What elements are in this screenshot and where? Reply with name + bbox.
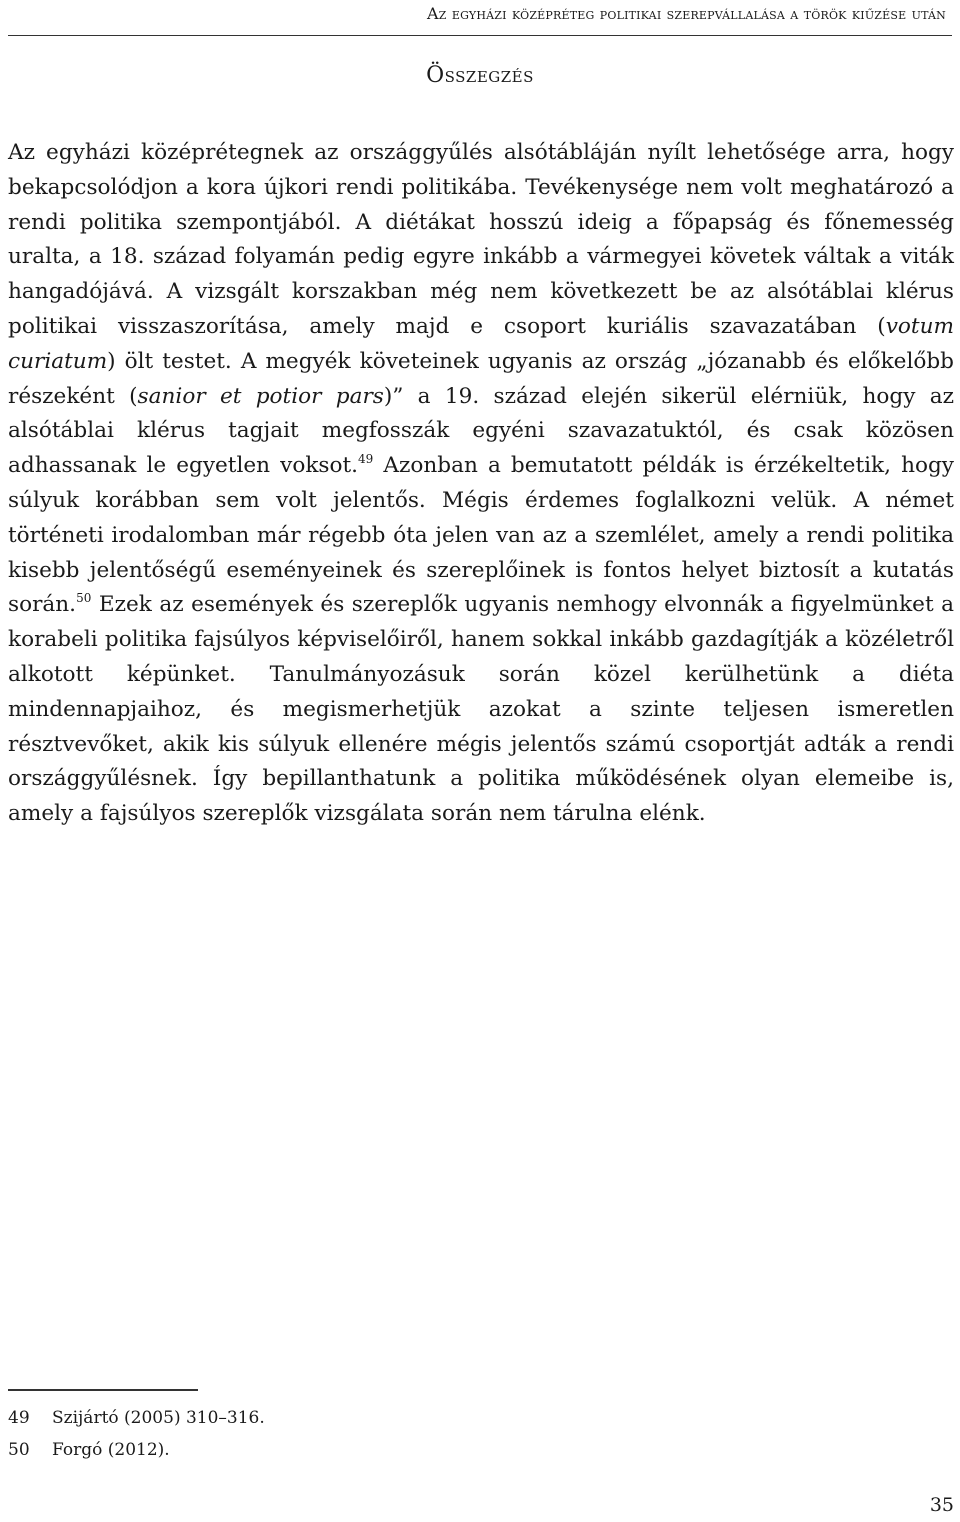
latin-term: votum curiatum (8, 313, 954, 374)
footnote-reference[interactable]: 50 (76, 591, 92, 606)
body-text-segment: ) ölt testet. A megyék követeinek ugyanis az ország „józanabb és előkelőbb részeként ( (8, 348, 954, 409)
footnote-text: Szijártó (2005) 310–316. (52, 1408, 265, 1428)
body-text-segment: Ezek az események és szereplők ugyanis nemhogy elvonnák a figyelmünket a korabeli politika fajsúlyos képviselőiről, hanem sokkal inkább gazdagítják a közéletről alkotott képünket. Tanulmányozásuk során közel kerülhetünk a diéta mindennapjaihoz, és megismerhetjük azokat a szinte teljesen ismeretlen résztvevőket, akik kis súlyuk ellenére mégis jelentős számú csoportját adták a rendi országgyűlésnek. Így bepillanthatunk a politika működésének olyan elemeibe is, amely a fajsúlyos szereplők vizsgálata során nem tárulna elénk. (8, 592, 954, 827)
footnotes (8, 1402, 708, 1466)
page-header (8, 0, 952, 36)
footnote-number: 49 (8, 1408, 30, 1428)
body-text-segment: )” a 19. század elején sikerül elérniük, hogy az alsótáblai klérus tagjait megfosszák egyéni szavazatuktól, és csak közösen adhassanak le egyetlen voksot. (8, 383, 955, 479)
latin-term: sanior et potior pars (137, 383, 384, 409)
footnote-separator (8, 1389, 198, 1391)
body-paragraph (8, 136, 954, 832)
body-text-segment: Az egyházi középrétegnek az országgyűlés alsótábláján nyílt lehetősége arra, hogy bekapcsolódjon a kora újkori rendi politikába. Tevékenysége nem volt meghatározó a rendi politika szempontjából. A diétákat hosszú ideig a főpapság és főnemesség uralta, a 18. század folyamán pedig egyre inkább a vármegyei követek váltak a viták hangadójává. A vizsgált korszakban még nem következett be az alsótáblai klérus politikai visszaszorítása, amely majd e csoport kuriális szavazatában ( (8, 140, 954, 339)
footnote (8, 1434, 708, 1466)
footnote (8, 1402, 708, 1434)
section-title: Összegzés (426, 63, 534, 88)
page-number: 35 (929, 1494, 954, 1516)
footnote-text: Forgó (2012). (52, 1440, 170, 1460)
body-text-segment: Azonban a bemutatott példák is érzékeltetik, hogy súlyuk korábban sem volt jelentős. Mégis érdemes foglalkozni velük. A német történeti irodalomban már régebb óta jelen van az a szemlélet, amely a rendi politika kisebb jelentőségű eseményeinek és szereplőinek is fontos helyet biztosít a kutatás során. (8, 453, 954, 618)
running-head: Az egyházi középréteg politikai szerepvállalása a török kiűzése után (427, 4, 946, 23)
footnote-reference[interactable]: 49 (358, 452, 374, 467)
footnote-number: 50 (8, 1440, 30, 1460)
